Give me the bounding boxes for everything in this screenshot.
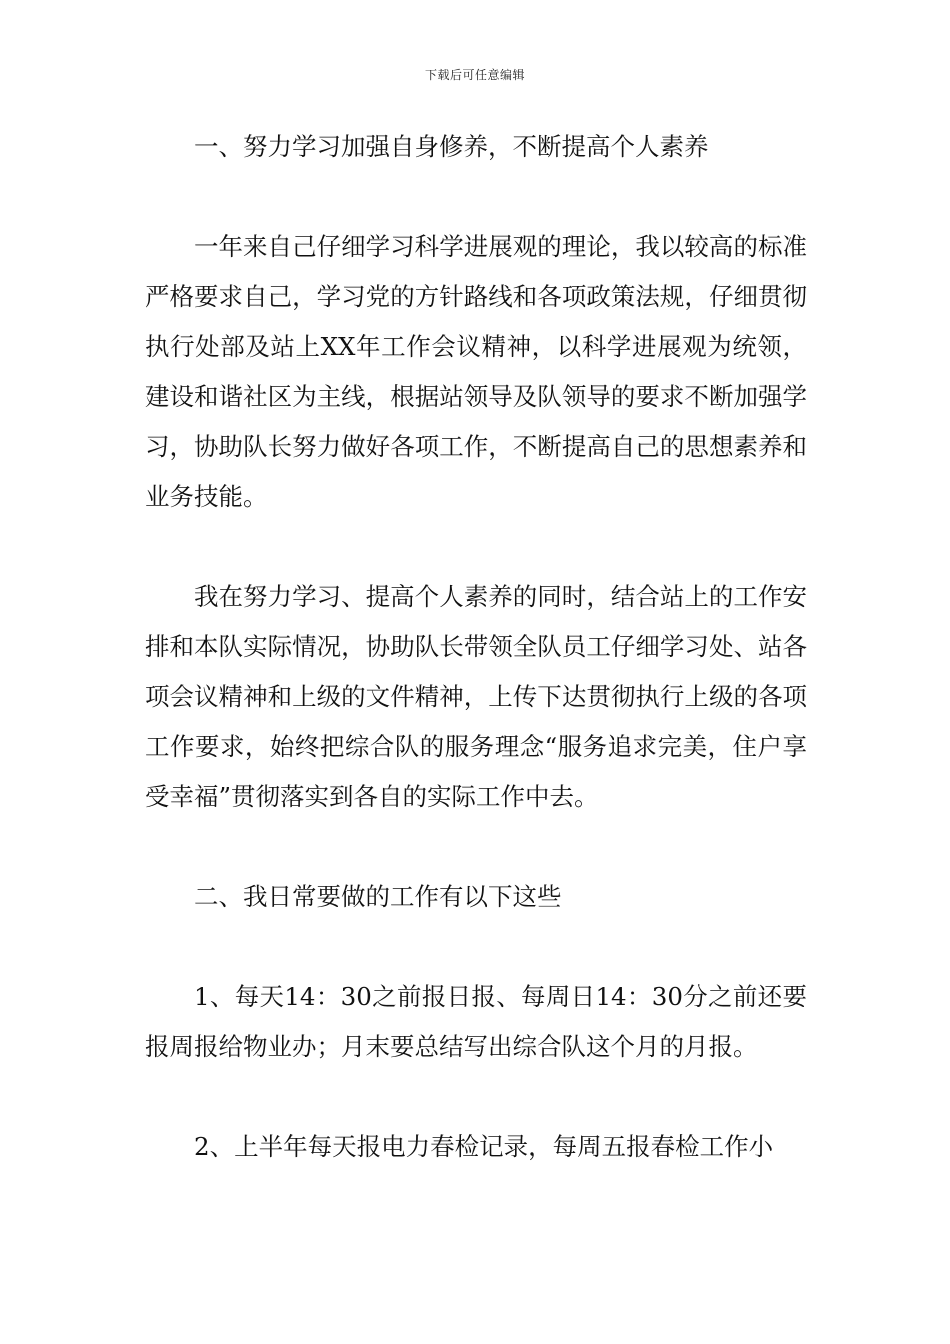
- document-body: [145, 122, 807, 1172]
- paragraph-gap: [145, 1072, 807, 1122]
- paragraph-gap: [145, 522, 807, 572]
- section-heading-1: 一、努力学习加强自身修养，不断提高个人素养: [194, 132, 709, 161]
- paragraph-gap: [145, 822, 807, 872]
- paragraph-gap: [145, 922, 807, 972]
- section-heading-2: 二、我日常要做的工作有以下这些: [194, 882, 562, 911]
- list-item-1: 1、每天14：30之前报日报、每周日14：30分之前还要报周报给物业办；月末要总结写出综合队这个月的月报。: [145, 982, 807, 1061]
- paragraph-gap: [145, 172, 807, 222]
- list-item-2: 2、上半年每天报电力春检记录，每周五报春检工作小: [194, 1132, 774, 1161]
- paragraph-study: 一年来自己仔细学习科学进展观的理论，我以较高的标准严格要求自己，学习党的方针路线和各项政策法规，仔细贯彻执行处部及站上XX年工作会议精神，以科学进展观为统领，建设和谐社区为主线，根据站领导及队领导的要求不断加强学习，协助队长努力做好各项工作，不断提高自己的思想素养和业务技能。: [145, 232, 807, 511]
- page-header-note: 下载后可任意编辑: [424, 68, 525, 82]
- paragraph-quality: 我在努力学习、提高个人素养的同时，结合站上的工作安排和本队实际情况，协助队长带领全队员工仔细学习处、站各项会议精神和上级的文件精神，上传下达贯彻执行上级的各项工作要求，始终把综合队的服务理念“服务追求完美，住户享受幸福”贯彻落实到各自的实际工作中去。: [145, 582, 807, 811]
